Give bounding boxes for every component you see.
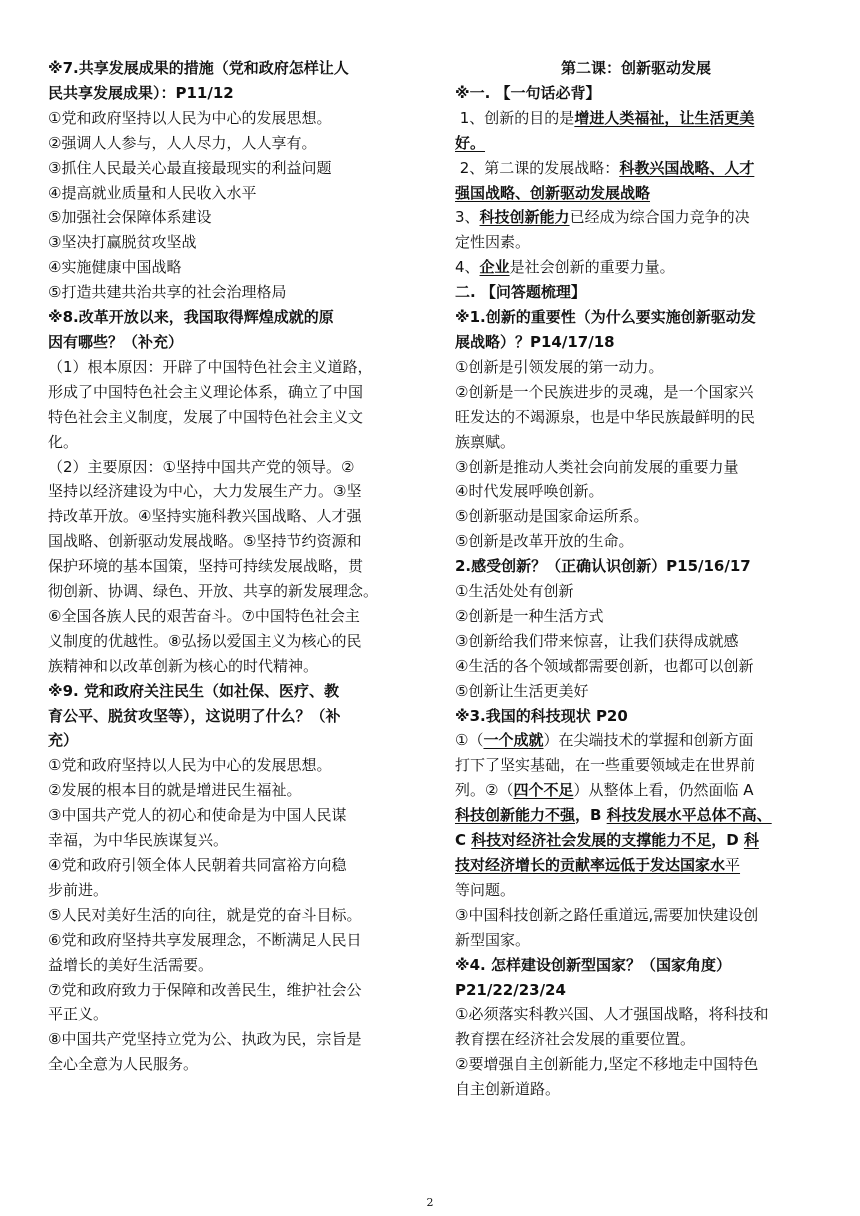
- right-text-line: ※一. 【一句话必背】: [455, 83, 601, 102]
- right-text-line: ②创新是一个民族进步的灵魂，是一个国家兴: [455, 382, 754, 401]
- right-text-line: ③创新给我们带来惊喜，让我们获得成就感: [455, 631, 739, 650]
- right-text-line: 旺发达的不竭源泉，也是中华民族最鲜明的民: [455, 407, 756, 426]
- right-text-line: 展战略）？P14/17/18: [455, 332, 615, 351]
- left-text-line: 形成了中国特色社会主义理论体系，确立了中国: [48, 382, 364, 401]
- right-text-line: ※1.创新的重要性（为什么要实施创新驱动发: [455, 308, 756, 327]
- left-text-line: 民共享发展成果）：P11/12: [48, 83, 234, 102]
- right-text-line: ⑤创新驱动是国家命运所系。: [455, 507, 649, 526]
- text-run: ，B: [575, 806, 607, 825]
- right-text-line: 自主创新道路。: [455, 1080, 561, 1099]
- left-text-line: ※8.改革开放以来，我国取得辉煌成就的原: [48, 308, 334, 327]
- left-text-line: ⑤人民对美好生活的向往，就是党的奋斗目标。: [48, 905, 362, 924]
- right-text-line: ①创新是引领发展的第一动力。: [455, 357, 664, 376]
- right-text-line: ③创新是推动人类社会向前发展的重要力量: [455, 457, 739, 476]
- left-text-line: 全心全意为人民服务。: [48, 1055, 199, 1074]
- left-text-line: ③坚决打赢脱贫攻坚战: [48, 233, 197, 252]
- text-run: ，D: [711, 831, 744, 850]
- text-run: ）在尖端技术的掌握和创新方面: [543, 731, 754, 750]
- left-text-line: 化。: [48, 432, 79, 451]
- right-text-line: ⑤创新让生活更美好: [455, 681, 589, 700]
- text-run: 已经成为综合国力竞争的决: [569, 208, 750, 227]
- right-text-line: ※3.我国的科技现状 P20: [455, 706, 628, 725]
- right-text-line: 新型国家。: [455, 930, 531, 949]
- text-run: 增进人类福祉，让生活更美: [574, 108, 755, 127]
- right-text-line: P21/22/23/24: [455, 980, 566, 999]
- text-run: 2、第二课的发展战略：: [455, 158, 620, 177]
- right-text-line: ※4. 怎样建设创新型国家？（国家角度）: [455, 955, 731, 974]
- right-text-line: 打下了坚实基础，在一些重要领域走在世界前: [455, 756, 756, 775]
- left-text-line: 平正义。: [48, 1005, 109, 1024]
- left-text-line: ⑦党和政府致力于保障和改善民生，维护社会公: [48, 980, 362, 999]
- text-run: 四个不足: [513, 781, 574, 800]
- left-text-line: ①党和政府坚持以人民为中心的发展思想。: [48, 108, 332, 127]
- right-text-line: 族禀赋。: [455, 432, 516, 451]
- right-text-line: [455, 156, 817, 181]
- text-run: ）从整体上看，仍然面临 A: [573, 781, 754, 800]
- left-text-line: ③中国共产党人的初心和使命是为中国人民谋: [48, 806, 347, 825]
- right-text-line: 教育摆在经济社会发展的重要位置。: [455, 1030, 696, 1049]
- text-run: C: [455, 831, 472, 850]
- left-text-line: 国战略、创新驱动发展战略。⑤坚持节约资源和: [48, 532, 362, 551]
- right-text-line: 强国战略、创新驱动发展战略: [455, 183, 651, 202]
- text-run: ①（: [455, 731, 484, 750]
- right-text-line: 2.感受创新？（正确认识创新）P15/16/17: [455, 557, 751, 576]
- left-text-line: 族精神和以改革创新为核心的时代精神。: [48, 656, 319, 675]
- right-text-line: ②要增强自主创新能力,坚定不移地走中国特色: [455, 1055, 759, 1074]
- left-text-line: （1）根本原因：开辟了中国特色社会主义道路，: [48, 357, 373, 376]
- left-text-line: ④提高就业质量和人民收入水平: [48, 183, 257, 202]
- left-text-line: ⑤打造共建共治共享的社会治理格局: [48, 283, 287, 302]
- left-text-line: ②发展的根本目的就是增进民生福祉。: [48, 781, 302, 800]
- text-run: 科教兴国战略、人才: [619, 158, 755, 177]
- text-run: 平: [725, 856, 741, 874]
- left-text-line: ※7.共享发展成果的措施（党和政府怎样让人: [48, 59, 349, 77]
- right-text-line: [455, 853, 817, 878]
- left-text-line: 保护环境的基本国策，坚持可持续发展战略，贯: [48, 557, 364, 576]
- text-run: 4、: [455, 258, 480, 277]
- text-run: 是社会创新的重要力量。: [509, 258, 675, 277]
- right-text-line: 好。: [455, 133, 486, 152]
- right-text-line: ③中国科技创新之路任重道远,需要加快建设创: [455, 905, 759, 924]
- right-text-line: [455, 255, 817, 280]
- left-text-line: ④实施健康中国战略: [48, 258, 182, 277]
- text-run: 一个成就: [483, 731, 544, 750]
- left-text-line: 持改革开放。④坚持实施科教兴国战略、人才强: [48, 507, 362, 526]
- left-text-line: ⑧中国共产党坚持立党为公、执政为民，宗旨是: [48, 1030, 362, 1049]
- left-text-line: ※9. 党和政府关注民生（如社保、医疗、教: [48, 681, 339, 700]
- left-text-line: 坚持以经济建设为中心，大力发展生产力。③坚: [48, 482, 362, 501]
- right-text-line: [455, 728, 817, 753]
- text-run: 科技创新能力不强: [455, 806, 576, 825]
- text-run: 企业: [479, 258, 510, 277]
- right-column: [455, 56, 817, 1102]
- right-text-line: [455, 778, 817, 803]
- left-text-line: 育公平、脱贫攻坚等），这说明了什么？（补: [48, 706, 341, 725]
- left-text-line: ②强调人人参与，人人尽力，人人享有。: [48, 133, 317, 152]
- left-text-line: 因有哪些？（补充）: [48, 332, 184, 351]
- page-number: 2: [426, 1196, 434, 1209]
- text-run: 科技发展水平总体不高、: [606, 806, 772, 825]
- left-text-line: ⑥党和政府坚持共享发展理念，不断满足人民日: [48, 930, 362, 949]
- right-text-line: ⑤创新是改革开放的生命。: [455, 532, 634, 551]
- left-text-line: ⑥全国各族人民的艰苦奋斗。⑦中国特色社会主: [48, 606, 360, 625]
- text-run: 技对经济增长的贡献率远低于发达国家水: [455, 856, 726, 874]
- right-text-line: 等问题。: [455, 880, 516, 899]
- text-run: 3、: [455, 208, 480, 227]
- text-run: 科: [743, 831, 759, 850]
- right-text-line: ①必须落实科教兴国、人才强国战略，将科技和: [455, 1005, 769, 1024]
- text-run: 科技创新能力: [479, 208, 570, 227]
- right-text-line: ②创新是一种生活方式: [455, 606, 604, 625]
- left-text-line: ①党和政府坚持以人民为中心的发展思想。: [48, 756, 332, 775]
- left-text-line: 步前进。: [48, 880, 109, 899]
- left-text-line: 充）: [48, 731, 79, 750]
- left-text-line: （2）主要原因：①坚持中国共产党的领导。②: [48, 457, 355, 476]
- right-text-line: 二. 【问答题梳理】: [455, 283, 586, 302]
- right-text-line: [455, 205, 817, 230]
- left-column: [48, 56, 410, 1077]
- text-run: 科技对经济社会发展的支撑能力不足: [471, 831, 712, 850]
- right-text-line: ④生活的各个领域都需要创新，也都可以创新: [455, 656, 754, 675]
- text-run: 1、创新的目的是: [455, 108, 575, 127]
- right-text-line: ①生活处处有创新: [455, 582, 574, 601]
- left-text-line: ⑤加强社会保障体系建设: [48, 208, 212, 227]
- right-text-line: [455, 803, 817, 828]
- left-text-line: 益增长的美好生活需要。: [48, 955, 214, 974]
- left-text-line: ③抓住人民最关心最直接最现实的利益问题: [48, 158, 332, 177]
- text-run: 列。②（: [455, 781, 514, 800]
- right-text-line: [455, 106, 817, 131]
- left-text-line: 特色社会主义制度，发展了中国特色社会主义文: [48, 407, 364, 426]
- right-text-line: ④时代发展呼唤创新。: [455, 482, 604, 501]
- right-text-line: [455, 828, 817, 853]
- right-text-line: 第二课：创新驱动发展: [560, 59, 711, 77]
- left-text-line: 彻创新、协调、绿色、开放、共享的新发展理念。: [48, 582, 379, 601]
- right-text-line: 定性因素。: [455, 233, 531, 252]
- left-text-line: ④党和政府引领全体人民朝着共同富裕方向稳: [48, 856, 347, 874]
- left-text-line: 幸福，为中华民族谋复兴。: [48, 831, 229, 850]
- left-text-line: 义制度的优越性。⑧弘扬以爱国主义为核心的民: [48, 631, 362, 650]
